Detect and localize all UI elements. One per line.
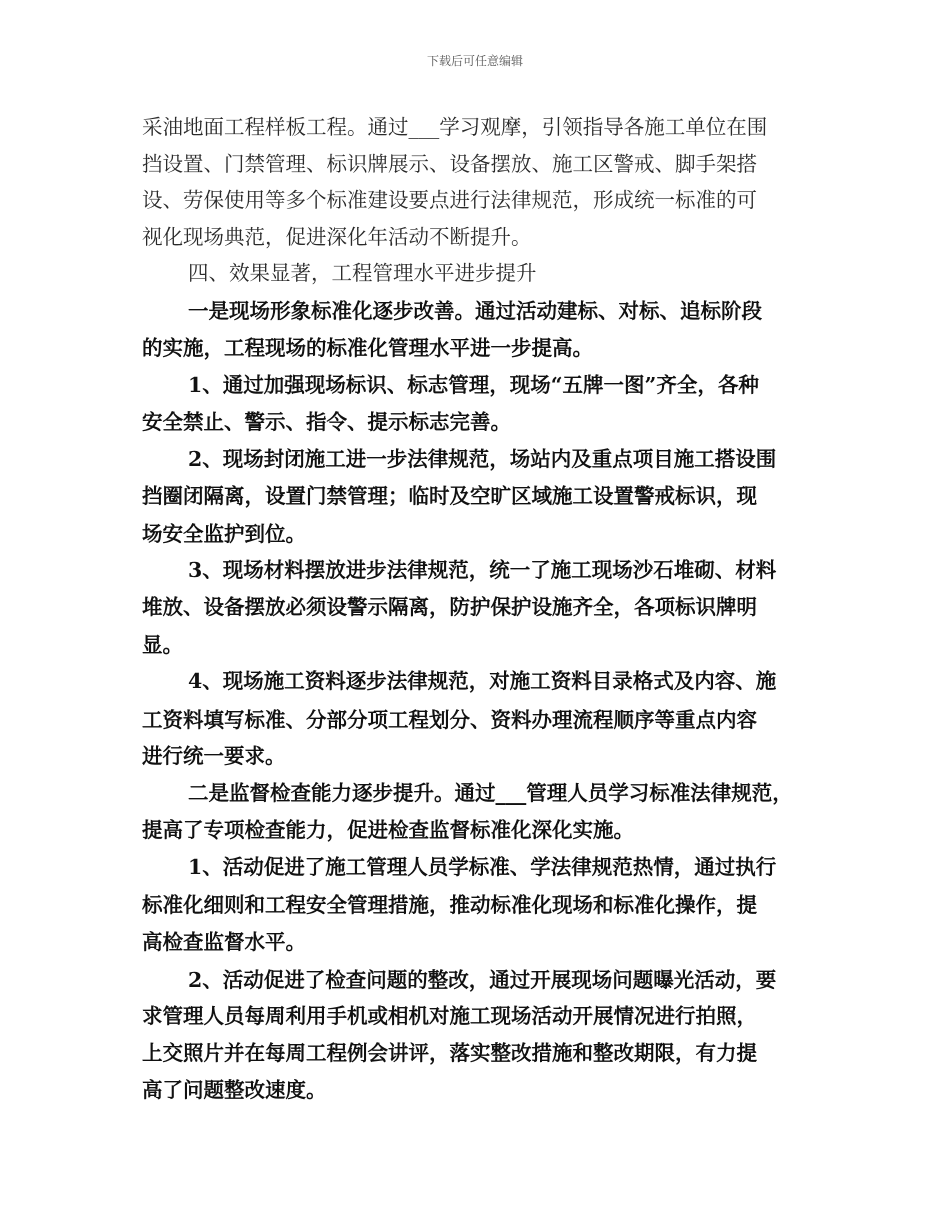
paragraph-line: 3、现场材料摆放进步法律规范，统一了施工现场沙石堆砌、材料 [188, 558, 777, 582]
paragraph-line: 1、活动促进了施工管理人员学标准、学法律规范热情，通过执行 [188, 855, 777, 879]
paragraph-line: 挡设置、门禁管理、标识牌展示、设备摆放、施工区警戒、脚手架搭 [142, 152, 757, 176]
paragraph-line: 挡圈闭隔离，设置门禁管理；临时及空旷区域施工设置警戒标识，现 [142, 484, 757, 508]
paragraph-line: 高检查监督水平。 [142, 930, 306, 954]
paragraph-line: 四、效果显著，工程管理水平进步提升 [188, 261, 537, 285]
paragraph-line: 4、现场施工资料逐步法律规范，对施工资料目录格式及内容、施 [188, 669, 777, 693]
paragraph-line: 安全禁止、警示、指令、提示标志完善。 [142, 410, 511, 434]
paragraph-line: 工资料填写标准、分部分项工程划分、资料办理流程顺序等重点内容 [142, 708, 757, 732]
paragraph-line: 提高了专项检查能力，促进检查监督标准化深化实施。 [142, 818, 634, 842]
paragraph-line: 高了问题整改速度。 [142, 1078, 327, 1102]
paragraph-line: 场安全监护到位。 [142, 522, 306, 546]
paragraph-line: 视化现场典范，促进深化年活动不断提升。 [142, 225, 532, 249]
paragraph-line: 标准化细则和工程安全管理措施，推动标准化现场和标准化操作，提 [142, 893, 757, 917]
paragraph-line: 采油地面工程样板工程。通过___学习观摩，引领指导各施工单位在围 [142, 115, 768, 139]
paragraph-line: 进行统一要求。 [142, 744, 286, 768]
paragraph-line: 二是监督检查能力逐步提升。通过___管理人员学习标准法律规范， [188, 781, 793, 805]
paragraph-line: 2、活动促进了检查问题的整改，通过开展现场问题曝光活动，要 [188, 968, 777, 992]
paragraph-line: 显。 [142, 633, 183, 657]
paragraph-line: 上交照片并在每周工程例会讲评，落实整改措施和整改期限，有力提 [142, 1041, 757, 1065]
page-header: 下载后可任意编辑 [426, 54, 523, 68]
paragraph-line: 的实施，工程现场的标准化管理水平进一步提高。 [142, 336, 593, 360]
paragraph-line: 一是现场形象标准化逐步改善。通过活动建标、对标、追标阶段 [188, 299, 762, 323]
paragraph-line: 设、劳保使用等多个标准建设要点进行法律规范，形成统一标准的可 [142, 188, 757, 212]
paragraph-line: 堆放、设备摆放必须设警示隔离，防护保护设施齐全，各项标识牌明 [142, 595, 757, 619]
paragraph-line: 1、通过加强现场标识、标志管理，现场“五牌一图”齐全，各种 [188, 373, 759, 397]
paragraph-line: 求管理人员每周利用手机或相机对施工现场活动开展情况进行拍照， [142, 1004, 757, 1028]
paragraph-line: 2、现场封闭施工进一步法律规范，场站内及重点项目施工搭设围 [188, 447, 777, 471]
